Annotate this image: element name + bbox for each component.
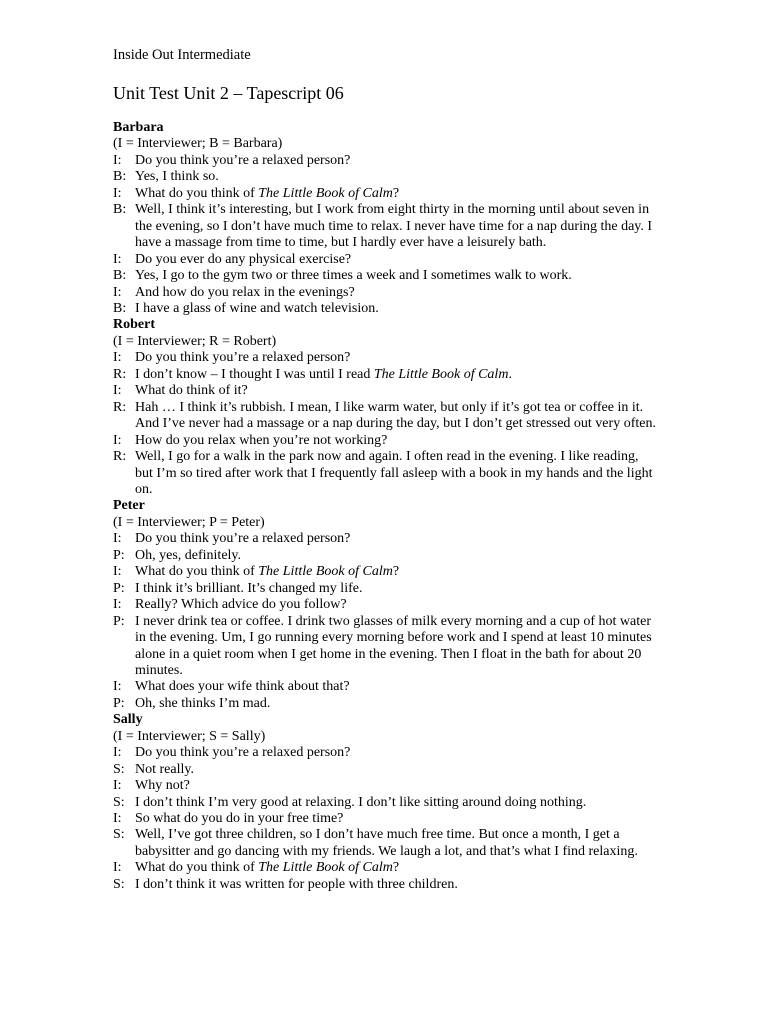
speaker-label: S: [113, 761, 125, 777]
dialogue-text-pre: What do you think of [135, 564, 259, 580]
dialogue-text: Well, I think it’s interesting, but I work from eight thirty in the morning until about seven in the evening, so I don’t have much time to relax. I never have time for a nap during the day. I have a massage from time to time, but I hardly ever have a leisurely bath. [135, 202, 653, 251]
dialogue-text: I don’t think it was written for people with three children. [135, 876, 458, 892]
dialogue-line [113, 400, 658, 433]
dialogue-line [113, 778, 658, 794]
dialogue-line [113, 762, 658, 778]
dialogue-text: I never drink tea or coffee. I drink two glasses of milk every morning and a cup of hot water in the evening. Um, I go running every morning before work and I spend at least 10 minutes alone in a quiet room when I get home in the evening. Then I float in the bath for about 20 minutes. [135, 613, 652, 678]
dialogue-line [113, 153, 658, 169]
book-title: The Little Book of Calm [373, 366, 509, 382]
dialogue-text: Oh, yes, definitely. [135, 547, 242, 563]
dialogue-line [113, 433, 658, 449]
dialogue-line [113, 827, 658, 860]
speaker-label: S: [113, 827, 125, 843]
dialogue-line [113, 449, 658, 498]
speaker-label: I: [113, 597, 122, 613]
dialogue-text-pre: What do you think of [135, 860, 259, 876]
dialogue-text: Well, I’ve got three children, so I don’t have much free time. But once a month, I get a babysitter and go dancing with my friends. We laugh a lot, and that’s what I find relaxing. [135, 827, 638, 859]
speaker-label: I: [113, 860, 122, 876]
speaker-heading: Peter [113, 498, 145, 514]
speaker-label: I: [113, 531, 122, 547]
dialogue-text: Oh, she thinks I’m mad. [135, 695, 271, 711]
speaker-heading: Robert [113, 317, 155, 333]
speaker-key: (I = Interviewer; B = Barbara) [113, 136, 283, 152]
dialogue-text: Do you think you’re a relaxed person? [135, 350, 351, 366]
speaker-label: I: [113, 383, 122, 399]
dialogue-line [113, 614, 658, 680]
dialogue-line [113, 564, 658, 580]
speaker-label: I: [113, 679, 122, 695]
speaker-label: R: [113, 366, 127, 382]
dialogue-line [113, 877, 658, 893]
dialogue-text [135, 860, 658, 876]
dialogue-line [113, 860, 658, 876]
dialogue-text: Hah … I think it’s rubbish. I mean, I like warm water, but only if it’s got tea or coffee in it. And I’ve never had a massage or a nap during the day, but I don’t get stressed out very often. [135, 399, 656, 432]
speaker-label: I: [113, 251, 122, 267]
book-title: The Little Book of Calm [258, 860, 393, 876]
speaker-key: (I = Interviewer; P = Peter) [113, 514, 265, 530]
dialogue-text-post: ? [392, 860, 400, 876]
dialogue-text: Do you ever do any physical exercise? [135, 251, 352, 267]
dialogue-text [135, 186, 658, 202]
speaker-label: I: [113, 432, 122, 448]
speaker-heading: Sally [113, 712, 143, 728]
dialogue-text-pre: What do you think of [135, 185, 259, 201]
dialogue-line [113, 696, 658, 712]
dialogue-line [113, 383, 658, 399]
dialogue-line [113, 581, 658, 597]
speaker-label: I: [113, 745, 122, 761]
dialogue-line [113, 597, 658, 613]
dialogue-line [113, 531, 658, 547]
dialogue-text-post: ? [392, 185, 400, 201]
dialogue-line [113, 795, 658, 811]
dialogue-text [135, 367, 658, 383]
dialogue-text: I have a glass of wine and watch television. [135, 300, 379, 316]
speaker-label: B: [113, 169, 127, 185]
speaker-label: I: [113, 152, 122, 168]
dialogue-text-pre: I don’t know – I thought I was until I read [135, 366, 374, 382]
speaker-key: (I = Interviewer; S = Sally) [113, 728, 266, 744]
document-title: Unit Test Unit 2 – Tapescript 06 [113, 83, 344, 103]
dialogue-text: I don’t think I’m very good at relaxing. I don’t like sitting around doing nothing. [135, 794, 587, 810]
dialogue-line [113, 268, 658, 284]
speaker-label: S: [113, 876, 125, 892]
dialogue-text: Well, I go for a walk in the park now and again. I often read in the evening. I like reading, but I’m so tired after work that I frequently fall asleep with a book in my hands and the light on. [135, 449, 653, 497]
dialogue-line [113, 252, 658, 268]
dialogue-text [135, 564, 658, 580]
document-header: Inside Out Intermediate [113, 47, 251, 63]
dialogue-text: Not really. [135, 761, 194, 777]
dialogue-text-post: ? [392, 564, 400, 580]
speaker-label: B: [113, 268, 127, 284]
dialogue-line [113, 679, 658, 695]
speaker-label: I: [113, 185, 122, 201]
dialogue-text: I think it’s brilliant. It’s changed my life. [135, 580, 363, 596]
dialogue-text: Do you think you’re a relaxed person? [135, 745, 351, 761]
speaker-label: I: [113, 350, 122, 366]
book-title: The Little Book of Calm [258, 185, 393, 201]
speaker-label: R: [113, 399, 127, 415]
dialogue-text: Yes, I go to the gym two or three times a week and I sometimes walk to work. [135, 268, 572, 284]
dialogue-line [113, 285, 658, 301]
book-title: The Little Book of Calm [258, 564, 393, 580]
speaker-label: I: [113, 284, 122, 300]
dialogue-text: Do you think you’re a relaxed person? [135, 531, 351, 547]
dialogue-text: Why not? [135, 778, 190, 794]
speaker-label: B: [113, 202, 127, 218]
speaker-label: P: [113, 580, 125, 596]
speaker-heading: Barbara [113, 120, 164, 135]
dialogue-line [113, 350, 658, 366]
dialogue-text: What does your wife think about that? [135, 679, 350, 695]
speaker-label: I: [113, 778, 122, 794]
dialogue-line [113, 745, 658, 761]
dialogue-line [113, 811, 658, 827]
speaker-label: B: [113, 300, 127, 316]
speaker-label: I: [113, 811, 122, 827]
speaker-label: P: [113, 613, 125, 629]
transcript [113, 120, 658, 893]
speaker-label: R: [113, 449, 127, 465]
dialogue-line [113, 202, 658, 251]
dialogue-text: Do you think you’re a relaxed person? [135, 152, 351, 168]
dialogue-line [113, 548, 658, 564]
speaker-label: P: [113, 547, 125, 563]
dialogue-line [113, 301, 658, 317]
dialogue-text: So what do you do in your free time? [135, 811, 344, 827]
dialogue-line [113, 367, 658, 383]
dialogue-text: Really? Which advice do you follow? [135, 597, 347, 613]
dialogue-line [113, 186, 658, 202]
speaker-label: I: [113, 564, 122, 580]
dialogue-text: Yes, I think so. [135, 169, 219, 185]
dialogue-text-post: . [508, 366, 512, 382]
speaker-key: (I = Interviewer; R = Robert) [113, 333, 277, 349]
dialogue-text: And how do you relax in the evenings? [135, 284, 355, 300]
speaker-label: P: [113, 695, 125, 711]
dialogue-text: How do you relax when you’re not working? [135, 432, 388, 448]
dialogue-text: What do think of it? [135, 383, 248, 399]
speaker-label: S: [113, 794, 125, 810]
dialogue-line [113, 169, 658, 185]
